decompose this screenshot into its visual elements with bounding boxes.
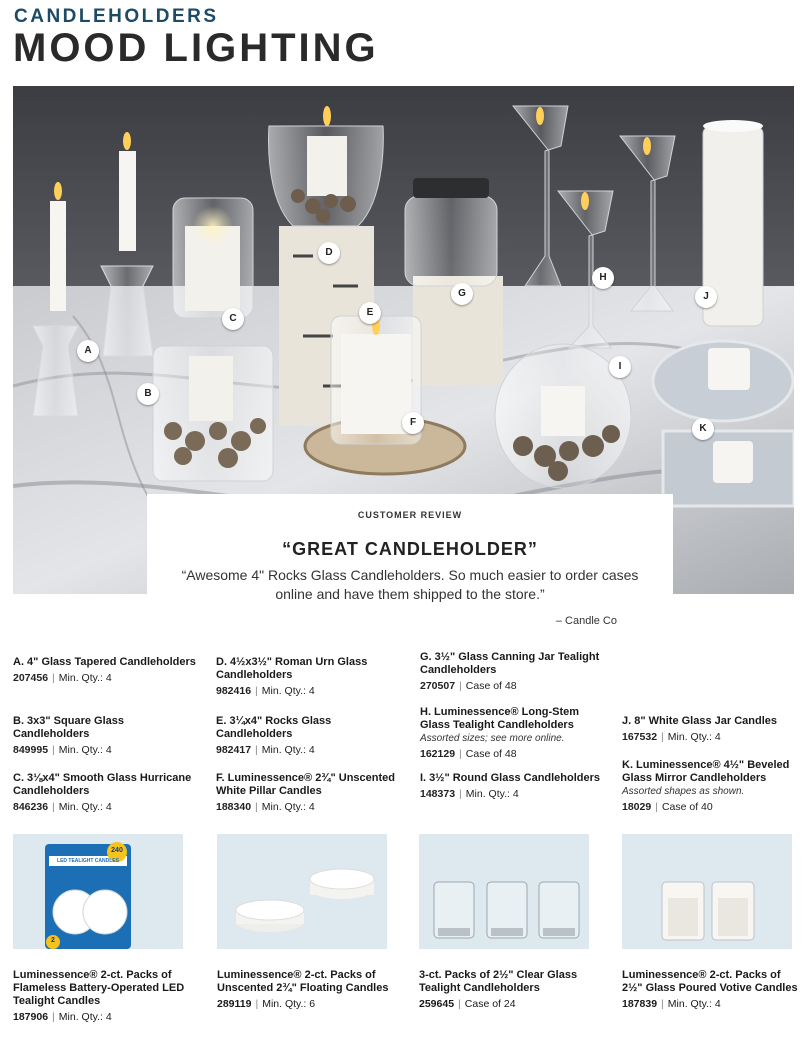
card-qty: Case of 24: [464, 998, 516, 1010]
product-name: I. 3½" Round Glass Candleholders: [420, 772, 601, 784]
product-qty: Min. Qty.: 4: [667, 731, 721, 743]
card-clear-glass-tealights[interactable]: 3-ct. Packs of 2½" Clear Glass Tealight Candleholders 259645 | Case of 24: [419, 969, 599, 1010]
customer-review: [147, 494, 673, 640]
product-sku: 846236: [13, 801, 49, 813]
card-votive-candles-image[interactable]: [622, 834, 792, 949]
card-name: Luminessence® 2-ct. Packs of 2½" Glass Poured Votive Candles: [622, 969, 798, 994]
callout-f: F: [402, 412, 424, 434]
pack-badge: 240: [111, 847, 123, 854]
product-name: C. 3⅛x4" Smooth Glass Hurricane Candleholders: [13, 772, 192, 797]
callout-j: J: [695, 286, 717, 308]
product-qty: Min. Qty.: 4: [58, 672, 112, 684]
pack-text: LED TEALIGHT CANDLES: [57, 858, 119, 864]
product-qty: Case of 48: [465, 680, 517, 692]
product-sku: 982417: [216, 744, 252, 756]
card-qty: Min. Qty.: 4: [667, 998, 721, 1010]
card-clear-glass-tealights-image[interactable]: [419, 834, 589, 949]
section-kicker: CANDLEHOLDERS: [14, 6, 219, 27]
product-sku: 162129: [420, 748, 456, 760]
product-note: Assorted shapes as shown.: [622, 786, 745, 797]
pack-count: 2: [51, 937, 55, 944]
callout-e: E: [359, 302, 381, 324]
product-name: J. 8" White Glass Jar Candles: [622, 715, 777, 727]
product-qty: Min. Qty.: 4: [58, 801, 112, 813]
product-qty: Case of 40: [661, 801, 713, 813]
product-name: A. 4" Glass Tapered Candleholders: [13, 656, 196, 668]
product-g[interactable]: G. 3½" Glass Canning Jar Tealight Candleholders 270507 | Case of 48: [420, 651, 610, 693]
product-note: Assorted sizes; see more online.: [420, 733, 565, 744]
card-sku: 187839: [622, 998, 658, 1010]
product-b[interactable]: B. 3x3" Square Glass Candleholders 849995 | Min. Qty.: 4: [13, 715, 203, 757]
product-name: K. Luminessence® 4½" Beveled Glass Mirror Candleholders: [622, 759, 790, 784]
product-i[interactable]: I. 3½" Round Glass Candleholders 148373 | Min. Qty.: 4: [420, 772, 610, 801]
product-qty: Case of 48: [465, 748, 517, 760]
callout-c: C: [222, 308, 244, 330]
card-led-tealights-image[interactable]: [13, 834, 183, 949]
product-d[interactable]: D. 4½x3½" Roman Urn Glass Candleholders 982416 | Min. Qty.: 4: [216, 656, 406, 698]
callout-h: H: [592, 267, 614, 289]
callout-b: B: [137, 383, 159, 405]
product-qty: Min. Qty.: 4: [261, 744, 315, 756]
card-sku: 289119: [217, 998, 252, 1010]
product-qty: Min. Qty.: 4: [261, 801, 315, 813]
card-sku: 259645: [419, 998, 455, 1010]
card-sku: 187906: [13, 1011, 49, 1023]
card-votive-candles[interactable]: Luminessence® 2-ct. Packs of 2½" Glass Poured Votive Candles 187839 | Min. Qty.: 4: [622, 969, 802, 1010]
callout-d: D: [318, 242, 340, 264]
product-e[interactable]: E. 3¼x4" Rocks Glass Candleholders 982417 | Min. Qty.: 4: [216, 715, 406, 757]
product-qty: Min. Qty.: 4: [261, 685, 315, 697]
product-name: G. 3½" Glass Canning Jar Tealight Candleholders: [420, 651, 600, 676]
product-c[interactable]: C. 3⅛x4" Smooth Glass Hurricane Candleholders 846236 | Min. Qty.: 4: [13, 772, 203, 814]
card-floating-candles-image[interactable]: [217, 834, 387, 949]
card-qty: Min. Qty.: 4: [58, 1011, 112, 1023]
card-led-tealights[interactable]: Luminessence® 2-ct. Packs of Flameless Battery-Operated LED Tealight Candles 187906 | Min. Qty.: 4: [13, 969, 193, 1023]
product-sku: 148373: [420, 788, 456, 800]
product-name: B. 3x3" Square Glass Candleholders: [13, 715, 124, 740]
product-qty: Min. Qty.: 4: [465, 788, 519, 800]
product-name: E. 3¼x4" Rocks Glass Candleholders: [216, 715, 332, 740]
callout-a: A: [77, 340, 99, 362]
product-sku: 188340: [216, 801, 252, 813]
product-sku: 207456: [13, 672, 49, 684]
product-sku: 270507: [420, 680, 456, 692]
product-f[interactable]: F. Luminessence® 2¾" Unscented White Pillar Candles 188340 | Min. Qty.: 4: [216, 772, 406, 814]
callout-g: G: [451, 283, 473, 305]
review-quote: “Awesome 4" Rocks Glass Candleholders. So much easier to order cases online and have them shipped to the store.”: [181, 567, 639, 602]
card-qty: Min. Qty.: 6: [262, 998, 316, 1010]
product-k[interactable]: K. Luminessence® 4½" Beveled Glass Mirror Candleholders Assorted shapes as shown. 18029 | Case of 40: [622, 759, 811, 814]
card-floating-candles[interactable]: Luminessence® 2-ct. Packs of Unscented 2¾" Floating Candles 289119 | Min. Qty.: 6: [217, 969, 397, 1010]
product-name: H. Luminessence® Long-Stem Glass Tealight Candleholders: [420, 706, 580, 731]
callout-i: I: [609, 356, 631, 378]
product-a[interactable]: A. 4" Glass Tapered Candleholders 207456 | Min. Qty.: 4: [13, 656, 203, 685]
card-name: Luminessence® 2-ct. Packs of Unscented 2¾" Floating Candles: [217, 969, 389, 994]
card-name: 3-ct. Packs of 2½" Clear Glass Tealight Candleholders: [419, 969, 578, 994]
product-sku: 982416: [216, 685, 252, 697]
review-headline: “GREAT CANDLEHOLDER”: [282, 539, 538, 559]
product-sku: 849995: [13, 744, 49, 756]
card-name: Luminessence® 2-ct. Packs of Flameless Battery-Operated LED Tealight Candles: [13, 969, 185, 1007]
review-label: CUSTOMER REVIEW: [357, 510, 463, 520]
callout-k: K: [692, 418, 714, 440]
review-author: – Candle Co: [555, 615, 617, 627]
page-title: MOOD LIGHTING: [13, 26, 379, 70]
product-h[interactable]: H. Luminessence® Long-Stem Glass Tealight Candleholders Assorted sizes; see more online. 162129 | Case of 48: [420, 706, 610, 761]
product-name: D. 4½x3½" Roman Urn Glass Candleholders: [216, 656, 368, 681]
product-sku: 18029: [622, 801, 652, 813]
product-sku: 167532: [622, 731, 658, 743]
product-name: F. Luminessence® 2¾" Unscented White Pillar Candles: [216, 772, 395, 797]
product-qty: Min. Qty.: 4: [58, 744, 112, 756]
product-j[interactable]: J. 8" White Glass Jar Candles 167532 | Min. Qty.: 4: [622, 715, 811, 744]
